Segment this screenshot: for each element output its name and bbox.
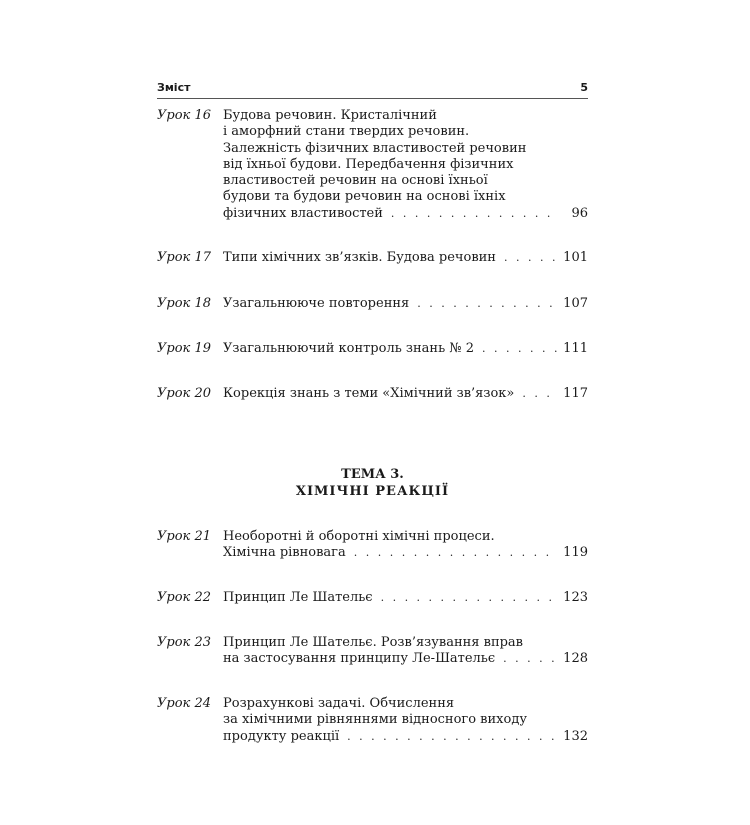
page-number: 128 bbox=[563, 651, 588, 667]
title-last-line bbox=[223, 729, 588, 745]
title-line: за хімічними рівняннями відносного виходу bbox=[223, 712, 527, 728]
page-number: 107 bbox=[563, 296, 588, 311]
dot-leader bbox=[417, 296, 558, 312]
title-last-line bbox=[223, 250, 588, 266]
page-number: 101 bbox=[563, 250, 588, 265]
lesson-label: Урок 21 bbox=[157, 529, 211, 544]
lesson-label: Урок 20 bbox=[157, 386, 211, 401]
topic-heading bbox=[157, 466, 588, 500]
dot-leader bbox=[391, 206, 558, 222]
lesson-title bbox=[223, 250, 588, 266]
lesson-label: Урок 22 bbox=[157, 590, 211, 605]
title-line: Узагальнююче повторення bbox=[223, 296, 410, 311]
title-line: продукту реакції bbox=[223, 728, 340, 744]
page-number: 132 bbox=[563, 728, 588, 744]
dot-leader bbox=[381, 590, 558, 606]
title-last-line bbox=[223, 386, 588, 402]
title-last-line bbox=[223, 296, 588, 312]
lesson-title bbox=[223, 341, 588, 357]
title-line: Типи хімічних зв’язків. Будова речовин bbox=[223, 250, 496, 265]
lesson-label: Урок 16 bbox=[157, 108, 211, 123]
running-head-title: Зміст bbox=[157, 81, 191, 94]
topic-title: ХІМІЧНІ РЕАКЦІЇ bbox=[295, 484, 450, 499]
dot-leader bbox=[504, 250, 558, 266]
title-last-line bbox=[223, 590, 588, 606]
lesson-title bbox=[223, 590, 588, 606]
title-line: і аморфний стани твердих речовин. bbox=[223, 124, 470, 140]
title-line: від їхньої будови. Передбачення фізичних bbox=[223, 156, 514, 172]
title-line: Корекція знань з теми «Хімічний зв’язок» bbox=[223, 386, 515, 401]
lesson-label: Урок 24 bbox=[157, 696, 211, 711]
running-head-page-number: 5 bbox=[580, 81, 588, 94]
title-line: Розрахункові задачі. Обчислення bbox=[223, 696, 455, 711]
lesson-title bbox=[223, 108, 588, 222]
lesson-title bbox=[223, 386, 588, 402]
lesson-label: Урок 18 bbox=[157, 296, 211, 311]
page-number: 119 bbox=[563, 545, 588, 561]
topic-number: ТЕМА 3. bbox=[341, 467, 404, 482]
dot-leader bbox=[482, 341, 558, 357]
title-line: будови та будови речовин на основі їхніх bbox=[223, 189, 506, 205]
title-line: Будова речовин. Кристалічний bbox=[223, 108, 437, 123]
title-line: на застосування принципу Ле-Шательє bbox=[223, 651, 496, 667]
title-line: Принцип Ле Шательє bbox=[223, 590, 373, 605]
title-line: Необоротні й оборотні хімічні процеси. bbox=[223, 529, 495, 544]
dot-leader bbox=[354, 545, 558, 561]
dot-leader bbox=[347, 729, 558, 745]
page-number: 96 bbox=[571, 205, 588, 221]
lesson-label: Урок 17 bbox=[157, 250, 211, 265]
dot-leader bbox=[503, 651, 558, 667]
title-last-line bbox=[223, 206, 588, 222]
lesson-title bbox=[223, 635, 588, 668]
lesson-title bbox=[223, 696, 588, 745]
title-line: фізичних властивостей bbox=[223, 205, 383, 221]
lesson-title bbox=[223, 296, 588, 312]
page-number: 111 bbox=[563, 341, 588, 356]
lesson-label: Урок 19 bbox=[157, 341, 211, 356]
lesson-label: Урок 23 bbox=[157, 635, 211, 650]
page-number: 123 bbox=[563, 590, 588, 605]
page-number: 117 bbox=[563, 386, 588, 401]
title-last-line bbox=[223, 341, 588, 357]
title-last-line bbox=[223, 545, 588, 561]
title-line: Залежність фізичних властивостей речовин bbox=[223, 140, 527, 156]
title-last-line bbox=[223, 651, 588, 667]
title-line: Хімічна рівновага bbox=[223, 545, 346, 561]
lesson-title bbox=[223, 529, 588, 562]
title-line: Принцип Ле Шательє. Розв’язування вправ bbox=[223, 635, 523, 650]
title-line: властивостей речовин на основі їхньої bbox=[223, 173, 488, 189]
dot-leader bbox=[522, 386, 558, 402]
running-head bbox=[157, 80, 588, 99]
title-line: Узагальнюючий контроль знань № 2 bbox=[223, 341, 474, 356]
